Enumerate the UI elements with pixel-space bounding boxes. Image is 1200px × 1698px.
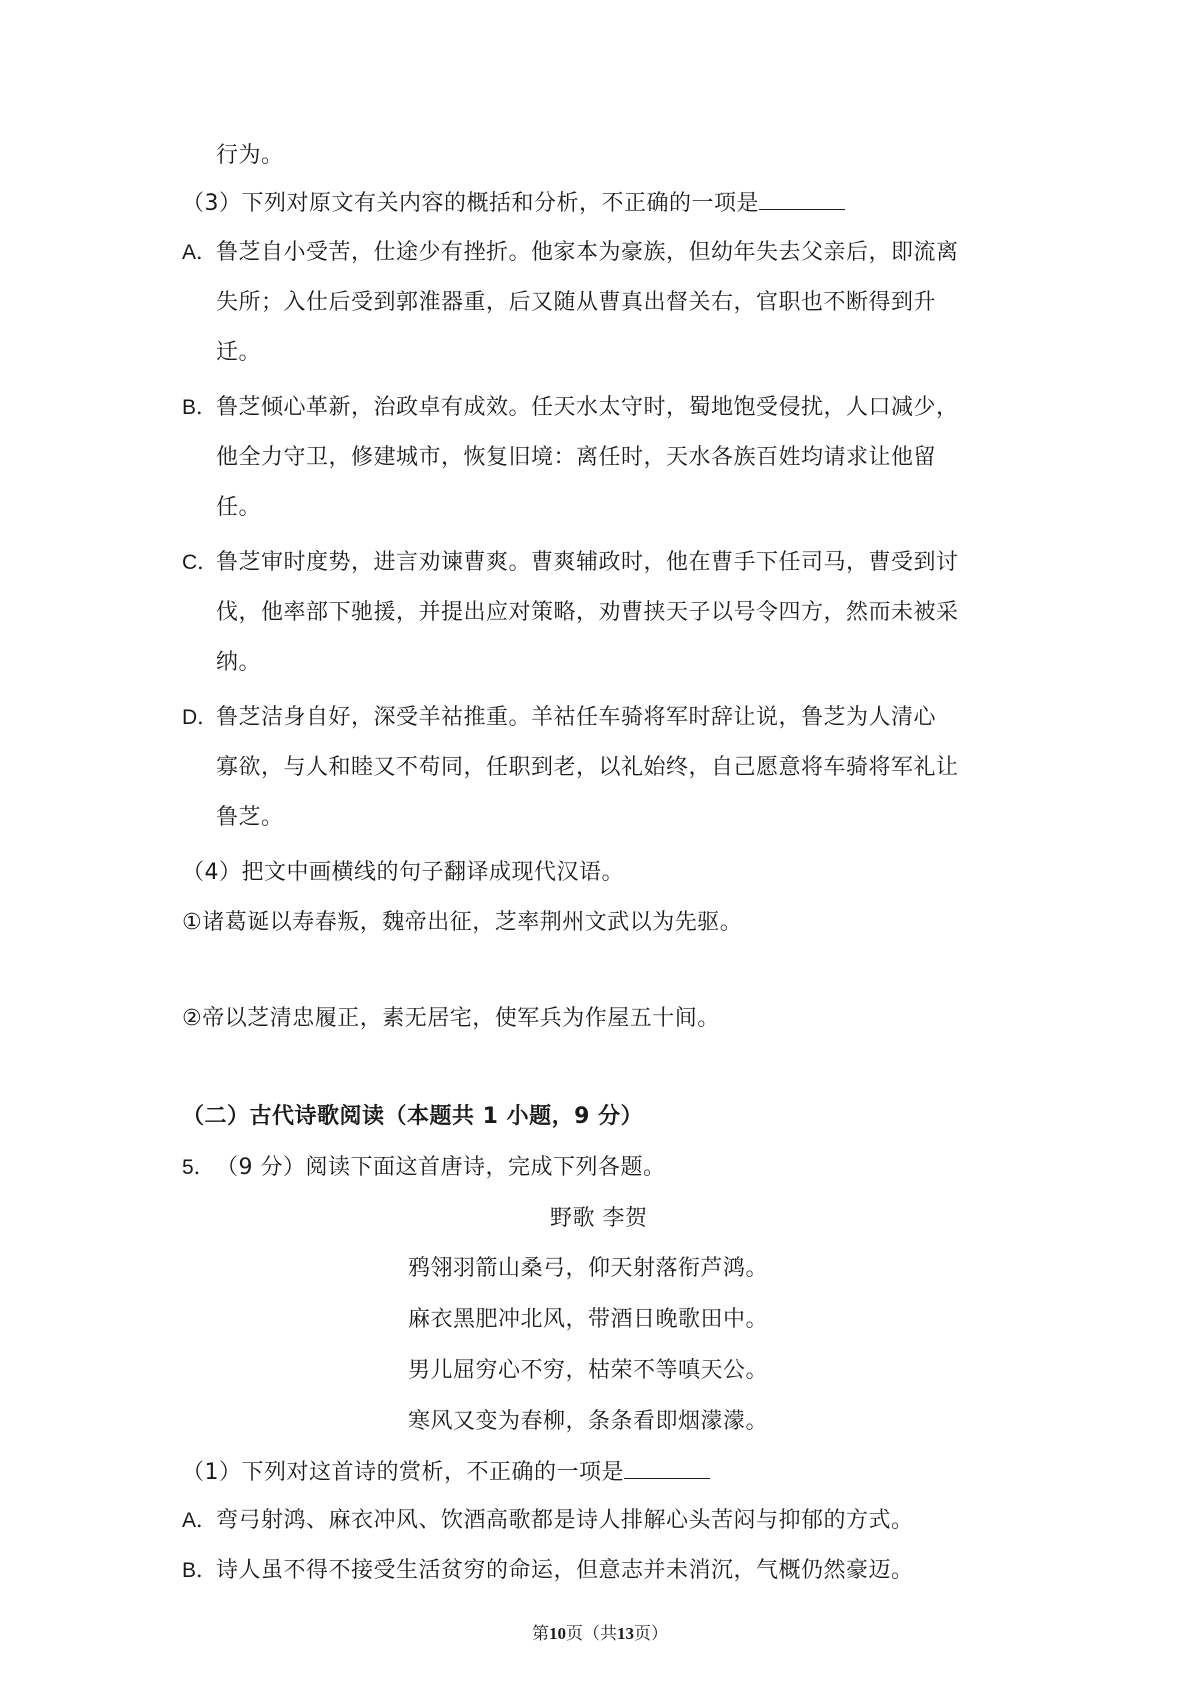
poem-title: 野歌 李贺	[550, 1206, 648, 1231]
option-a-line-2: 失所；入仕后受到郭淮器重，后又随从曹真出督关右，官职也不断得到升	[216, 290, 937, 315]
poem-line-4: 寒风又变为春柳，条条看即烟濛濛。	[408, 1409, 769, 1434]
q5-option-a-text: 弯弓射鸿、麻衣冲风、饮酒高歌都是诗人排解心头苦闷与抑郁的方式。	[216, 1508, 914, 1533]
option-d-line-3: 鲁芝。	[216, 805, 284, 830]
poem-line-1: 鸦翎羽箭山桑弓，仰天射落衔芦鸿。	[408, 1256, 769, 1281]
q5-number: 5．	[182, 1156, 215, 1179]
option-b-line-2: 他全力守卫，修建城市，恢复旧境：离任时，天水各族百姓均请求让他留	[216, 445, 937, 470]
option-b-letter: B．	[182, 396, 218, 419]
continuation-text: 行为。	[216, 143, 284, 168]
q5-option-b-text: 诗人虽不得不接受生活贫穷的命运，但意志并未消沉，气概仍然豪迈。	[216, 1558, 914, 1583]
section-heading: （二）古代诗歌阅读（本题共 1 小题，9 分）	[182, 1104, 644, 1129]
option-c-line-1: 鲁芝审时度势，进言劝谏曹爽。曹爽辅政时，他在曹手下任司马，曹受到讨	[216, 550, 959, 575]
option-a-line-3: 迁。	[216, 340, 262, 365]
q5-option-b-letter: B．	[182, 1559, 218, 1582]
q3-prompt: （3）下列对原文有关内容的概括和分析，不正确的一项是	[182, 187, 845, 219]
option-c-line-2: 伐，他率部下驰援，并提出应对策略，劝曹挟天子以号令四方，然而未被采	[216, 600, 959, 625]
option-a-letter: A．	[182, 241, 218, 264]
total-pages-number: 13	[617, 1624, 634, 1643]
answer-blank[interactable]	[624, 1456, 710, 1479]
option-d-letter: D．	[182, 706, 219, 729]
q4-sentence-1: ①诸葛诞以寿春叛，魏帝出征，芝率荆州文武以为先驱。	[182, 910, 743, 935]
poem-line-2: 麻衣黑肥冲北风，带酒日晚歌田中。	[408, 1307, 769, 1332]
answer-blank[interactable]	[759, 187, 845, 210]
current-page-number: 10	[549, 1624, 566, 1643]
option-c-line-3: 纳。	[216, 650, 262, 675]
option-a-line-1: 鲁芝自小受苦，仕途少有挫折。他家本为豪族，但幼年失去父亲后，即流离	[216, 240, 959, 265]
option-c-letter: C．	[182, 551, 219, 574]
q5-sub1-prompt: （1）下列对这首诗的赏析，不正确的一项是	[182, 1456, 710, 1488]
q4-prompt: （4）把文中画横线的句子翻译成现代汉语。	[182, 860, 624, 885]
option-d-line-2: 寡欲，与人和睦又不苟同，任职到老，以礼始终，自己愿意将车骑将军礼让	[216, 755, 959, 780]
option-b-line-1: 鲁芝倾心革新，治政卓有成效。任天水太守时，蜀地饱受侵扰，人口减少，	[216, 395, 959, 420]
option-b-line-3: 任。	[216, 495, 262, 520]
option-d-line-1: 鲁芝洁身自好，深受羊祜推重。羊祜任车骑将军时辞让说，鲁芝为人清心	[216, 705, 937, 730]
q4-sentence-2: ②帝以芝清忠履正，素无居宅，使军兵为作屋五十间。	[182, 1006, 720, 1031]
q5-option-a-letter: A．	[182, 1509, 218, 1532]
q5-prompt: （9 分）阅读下面这首唐诗，完成下列各题。	[216, 1155, 666, 1180]
poem-line-3: 男儿屈穷心不穷，枯荣不等嗔天公。	[408, 1358, 769, 1383]
page-footer: 第10页（共13页）	[532, 1624, 668, 1644]
